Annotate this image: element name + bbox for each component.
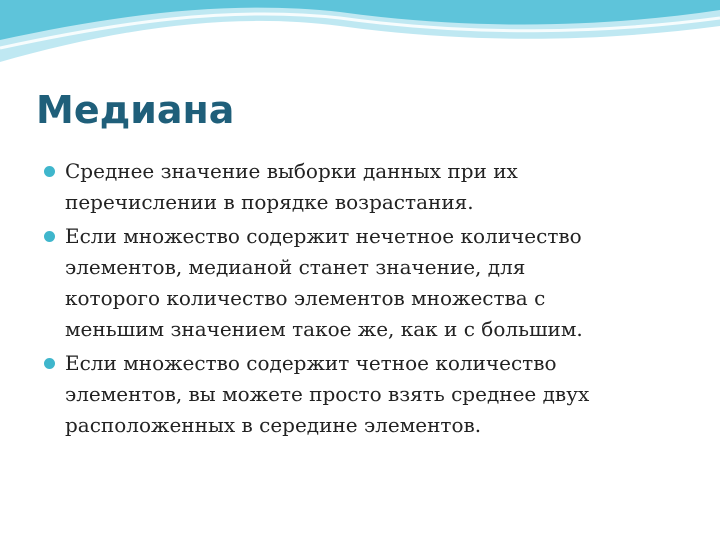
bullet-item-1 — [44, 156, 684, 218]
bullet-line: перечислении в порядке возрастания. — [65, 190, 474, 214]
bullet-item-3 — [44, 348, 684, 441]
slide-title: Медиана — [36, 88, 235, 132]
bullet-line: которого количество элементов множества с — [65, 286, 546, 310]
bullet-list — [44, 156, 684, 444]
bullet-marker-icon — [44, 231, 55, 242]
bullet-line: Если множество содержит нечетное количество — [65, 224, 582, 248]
bullet-marker-icon — [44, 166, 55, 177]
bullet-line: элементов, вы можете просто взять среднее двух — [65, 382, 590, 406]
header-wave-graphic — [0, 0, 720, 90]
bullet-line: меньшим значением такое же, как и с большим. — [65, 317, 583, 341]
bullet-marker-icon — [44, 358, 55, 369]
bullet-line: элементов, медианой станет значение, для — [65, 255, 526, 279]
bullet-line: Среднее значение выборки данных при их — [65, 159, 518, 183]
bullet-line: Если множество содержит четное количество — [65, 351, 557, 375]
bullet-line: расположенных в середине элементов. — [65, 413, 482, 437]
bullet-item-2 — [44, 221, 684, 345]
